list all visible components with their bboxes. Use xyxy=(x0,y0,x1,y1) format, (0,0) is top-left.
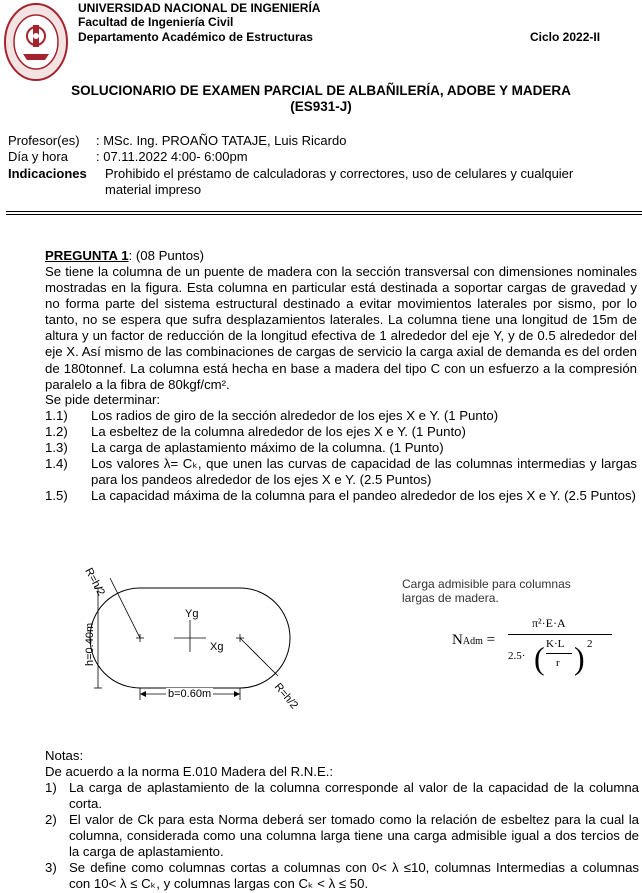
question-item xyxy=(45,408,637,424)
indications-label: Indicaciones xyxy=(8,166,87,181)
date-label: Día y hora xyxy=(8,149,68,164)
note-number: 2) xyxy=(45,812,57,827)
formula-r: r xyxy=(556,657,560,669)
formula-paren-right: ) xyxy=(574,640,585,676)
formula-kl: K·L xyxy=(546,638,565,650)
indications-line1: Prohibido el préstamo de calculadoras y correctores, uso de celulares y cualquier xyxy=(105,166,574,181)
item-text: Los radios de giro de la sección alrededor de los ejes X e Y. (1 Punto) xyxy=(91,408,499,423)
note-number: 1) xyxy=(45,780,57,795)
formula-fraction-bar xyxy=(508,634,612,635)
question-item xyxy=(45,488,637,520)
note-item xyxy=(45,860,639,892)
professor-value: : MSc. Ing. PROAÑO TATAJE, Luis Ricardo xyxy=(96,133,347,148)
note-number: 3) xyxy=(45,860,57,875)
cycle: Ciclo 2022-II xyxy=(530,30,601,44)
professor-label: Profesor(es) xyxy=(8,133,80,148)
formula-caption-line1: Carga admisible para columnas xyxy=(402,577,571,591)
radius-bottom-label: R=h/2 xyxy=(271,681,301,712)
formula-caption xyxy=(402,577,571,605)
item-number: 1.1) xyxy=(45,408,68,423)
university-name: UNIVERSIDAD NACIONAL DE INGENIERÍA xyxy=(78,1,321,15)
notes-intro: De acuerdo a la norma E.010 Madera del R.N.E.: xyxy=(45,764,334,779)
question-points: : (08 Puntos) xyxy=(128,248,205,263)
formula-paren-left: ( xyxy=(534,640,545,676)
radius-top-label: R=h/2 xyxy=(82,566,107,598)
exam-title: SOLUCIONARIO DE EXAMEN PARCIAL DE ALBAÑILERÍA, ADOBE Y MADERA xyxy=(71,83,571,98)
indications-line2: material impreso xyxy=(105,182,202,197)
question-item xyxy=(45,424,637,440)
item-number: 1.3) xyxy=(45,440,68,455)
item-text: La carga de aplastamiento máximo de la columna. (1 Punto) xyxy=(91,440,444,455)
faculty-name: Facultad de Ingeniería Civil xyxy=(78,15,234,29)
xg-label: Xg xyxy=(210,641,224,653)
item-number: 1.4) xyxy=(45,456,68,471)
university-logo xyxy=(3,2,69,82)
item-text: La esbeltez de la columna alrededor de los ejes X e Y. (1 Punto) xyxy=(91,424,466,439)
question-ask: Se pide determinar: xyxy=(45,392,161,407)
item-text: La capacidad máxima de la columna para el pandeo alrededor de los ejes X e Y. (2.5 Puntos) xyxy=(91,488,636,503)
note-text: Se define como columnas cortas a columnas con 0< λ ≤10, columnas Intermedias a columnas con 10< λ ≤ Cₖ, y columnas largas con Cₖ < λ ≤ 50. xyxy=(69,860,639,891)
item-text: Los valores λ= Cₖ, que unen las curvas de capacidad de las columnas intermedias y largas para los pandeos alrededor de los ejes X e Y. (2.5 Puntos) xyxy=(91,456,637,487)
formula-numerator: π²·E·A xyxy=(532,616,566,630)
question-number: PREGUNTA 1 xyxy=(45,248,129,263)
note-item xyxy=(45,780,639,812)
department-name: Departamento Académico de Estructuras xyxy=(78,30,313,44)
width-label: b=0.60m xyxy=(168,688,212,700)
yg-label: Yg xyxy=(185,608,199,620)
question-body: Se tiene la columna de un puente de madera con la sección transversal con dimensiones nominales mostradas en la figura. Esta columna en particular está destinada a soportar cargas de gravedad y no forma parte del sistema estructural destinado a evitar movimientos laterales por sismo, por lo tanto, no se espera que sufra desplazamientos laterales. La columna tiene una longitud de 15m de altura y un factor de reducción de la longitud efectiva de 1 alrededor del eje Y, y de 0.5 alrededor del eje X. Así mismo de las combinaciones de cargas de servicio la carga axial de demanda es del orden de 180tonnef. La columna está hecha en base a madera del tipo C con un esfuerzo a la compresión paralelo a la fibra de 80kgf/cm². xyxy=(45,264,637,392)
item-number: 1.2) xyxy=(45,424,68,439)
formula-exponent: 2 xyxy=(587,638,593,650)
item-number: 1.5) xyxy=(45,488,68,503)
note-text: El valor de Ck para esta Norma deberá ser tomado como la relación de esbeltez para la cual la columna, considerada como una columna larga tiene una carga admisible igual a dos tercios de la carga de aplastamiento. xyxy=(69,812,639,859)
question-heading xyxy=(45,248,637,264)
divider-bottom xyxy=(6,214,642,215)
formula xyxy=(452,616,612,686)
exam-code: (ES931-J) xyxy=(290,99,352,114)
question-item xyxy=(45,440,637,456)
notes-heading: Notas: xyxy=(45,748,84,763)
formula-caption-line2: largas de madera. xyxy=(402,591,499,605)
height-label: h=0.40m xyxy=(84,622,96,666)
note-text: La carga de aplastamiento de la columna corresponde al valor de la capacidad de la columna corta. xyxy=(69,780,639,811)
formula-coefficient: 2.5· xyxy=(508,650,526,662)
formula-inner-bar xyxy=(546,653,572,654)
note-item xyxy=(45,812,639,860)
formula-lhs: NAdm = xyxy=(452,632,496,648)
divider-top xyxy=(6,211,642,212)
date-value: : 07.11.2022 4:00- 6:00pm xyxy=(96,149,248,164)
question-item xyxy=(45,456,637,488)
